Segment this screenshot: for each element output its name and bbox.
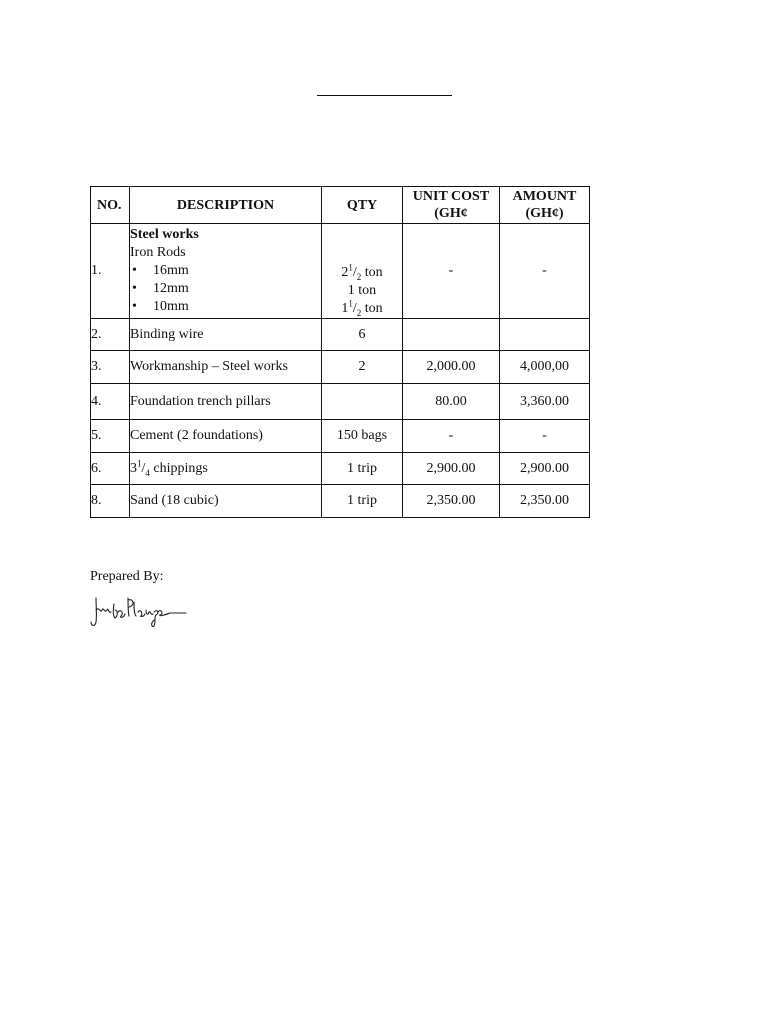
row-qty: 2 (322, 351, 403, 384)
row-description (130, 224, 322, 319)
row-amount: - (500, 224, 590, 319)
row-no: 8. (91, 485, 130, 518)
desc-whole: 3 (130, 460, 137, 476)
row-description: Foundation trench pillars (130, 384, 322, 420)
row-unit-cost: - (403, 420, 500, 453)
table-row (91, 420, 590, 453)
row-description: Binding wire (130, 319, 322, 351)
qty-10mm: $1^1/_2$ ton (341, 298, 383, 318)
header-amount-label: AMOUNT (512, 189, 577, 204)
row-unit-cost: 2,900.00 (403, 453, 500, 485)
qty-unit: ton (361, 301, 383, 316)
row-no: 5. (91, 420, 130, 453)
header-unit-cost-currency: (GH¢ (434, 206, 468, 221)
prepared-by-label: Prepared By: (90, 569, 164, 584)
title-underline (317, 95, 452, 96)
row-qty: 1 trip (322, 453, 403, 485)
table-row (91, 384, 590, 420)
row-qty: 150 bags (322, 420, 403, 453)
table-row (91, 319, 590, 351)
row-amount: - (500, 420, 590, 453)
qty-unit: ton (361, 265, 383, 280)
row-amount: 3,360.00 (500, 384, 590, 420)
table-row (91, 453, 590, 485)
qty-numerator: 1 (348, 298, 353, 309)
qty-numerator: 1 (348, 262, 353, 273)
row-no: 1. (91, 224, 130, 319)
desc-rest: chippings (149, 460, 208, 476)
qty-whole: 1 (341, 301, 349, 316)
bill-of-quantities-table (90, 186, 590, 518)
qty-denominator: 2 (356, 271, 362, 282)
desc-denominator: 4 (145, 467, 150, 478)
header-amount (500, 187, 590, 224)
row-no: 2. (91, 319, 130, 351)
table-row (91, 351, 590, 384)
signature-image (88, 592, 190, 632)
row-description: Workmanship – Steel works (130, 351, 322, 384)
qty-12mm: 1 ton (347, 283, 377, 298)
row-no: 6. (91, 453, 130, 485)
row-unit-cost: 2,350.00 (403, 485, 500, 518)
header-amount-currency: (GH¢) (525, 206, 564, 221)
qty-whole: 2 (341, 265, 349, 280)
row-description: $3^1/_4$ chippings (130, 453, 322, 485)
row-unit-cost: - (403, 224, 500, 319)
qty-16mm: $2^1/_2$ ton (341, 262, 383, 282)
desc-numerator: 1 (137, 457, 142, 468)
list-item: • 10mm (130, 298, 321, 316)
row-qty: 6 (322, 319, 403, 351)
table-header-row (91, 187, 590, 224)
header-no: NO. (91, 187, 130, 224)
row-amount: 4,000,00 (500, 351, 590, 384)
row-unit-cost: 2,000.00 (403, 351, 500, 384)
row-qty (322, 384, 403, 420)
row-amount (500, 319, 590, 351)
row-qty (322, 224, 403, 319)
table-row (91, 224, 590, 319)
table-row (91, 485, 590, 518)
header-qty: QTY (322, 187, 403, 224)
header-unit-cost (403, 187, 500, 224)
row-description: Cement (2 foundations) (130, 420, 322, 453)
row-description: Sand (18 cubic) (130, 485, 322, 518)
row-unit-cost: 80.00 (403, 384, 500, 420)
row-amount: 2,900.00 (500, 453, 590, 485)
qty-denominator: 2 (356, 307, 362, 318)
row-amount: 2,350.00 (500, 485, 590, 518)
row-no: 4. (91, 384, 130, 420)
list-item: • 16mm (130, 262, 321, 280)
steel-works-heading: Steel works (130, 227, 199, 242)
row-unit-cost (403, 319, 500, 351)
header-description: DESCRIPTION (130, 187, 322, 224)
row-qty: 1 trip (322, 485, 403, 518)
header-unit-cost-label: UNIT COST (412, 189, 490, 204)
list-item: • 12mm (130, 280, 321, 298)
iron-rods-subheading: Iron Rods (130, 245, 186, 260)
row-no: 3. (91, 351, 130, 384)
rod-size-list (130, 262, 321, 316)
